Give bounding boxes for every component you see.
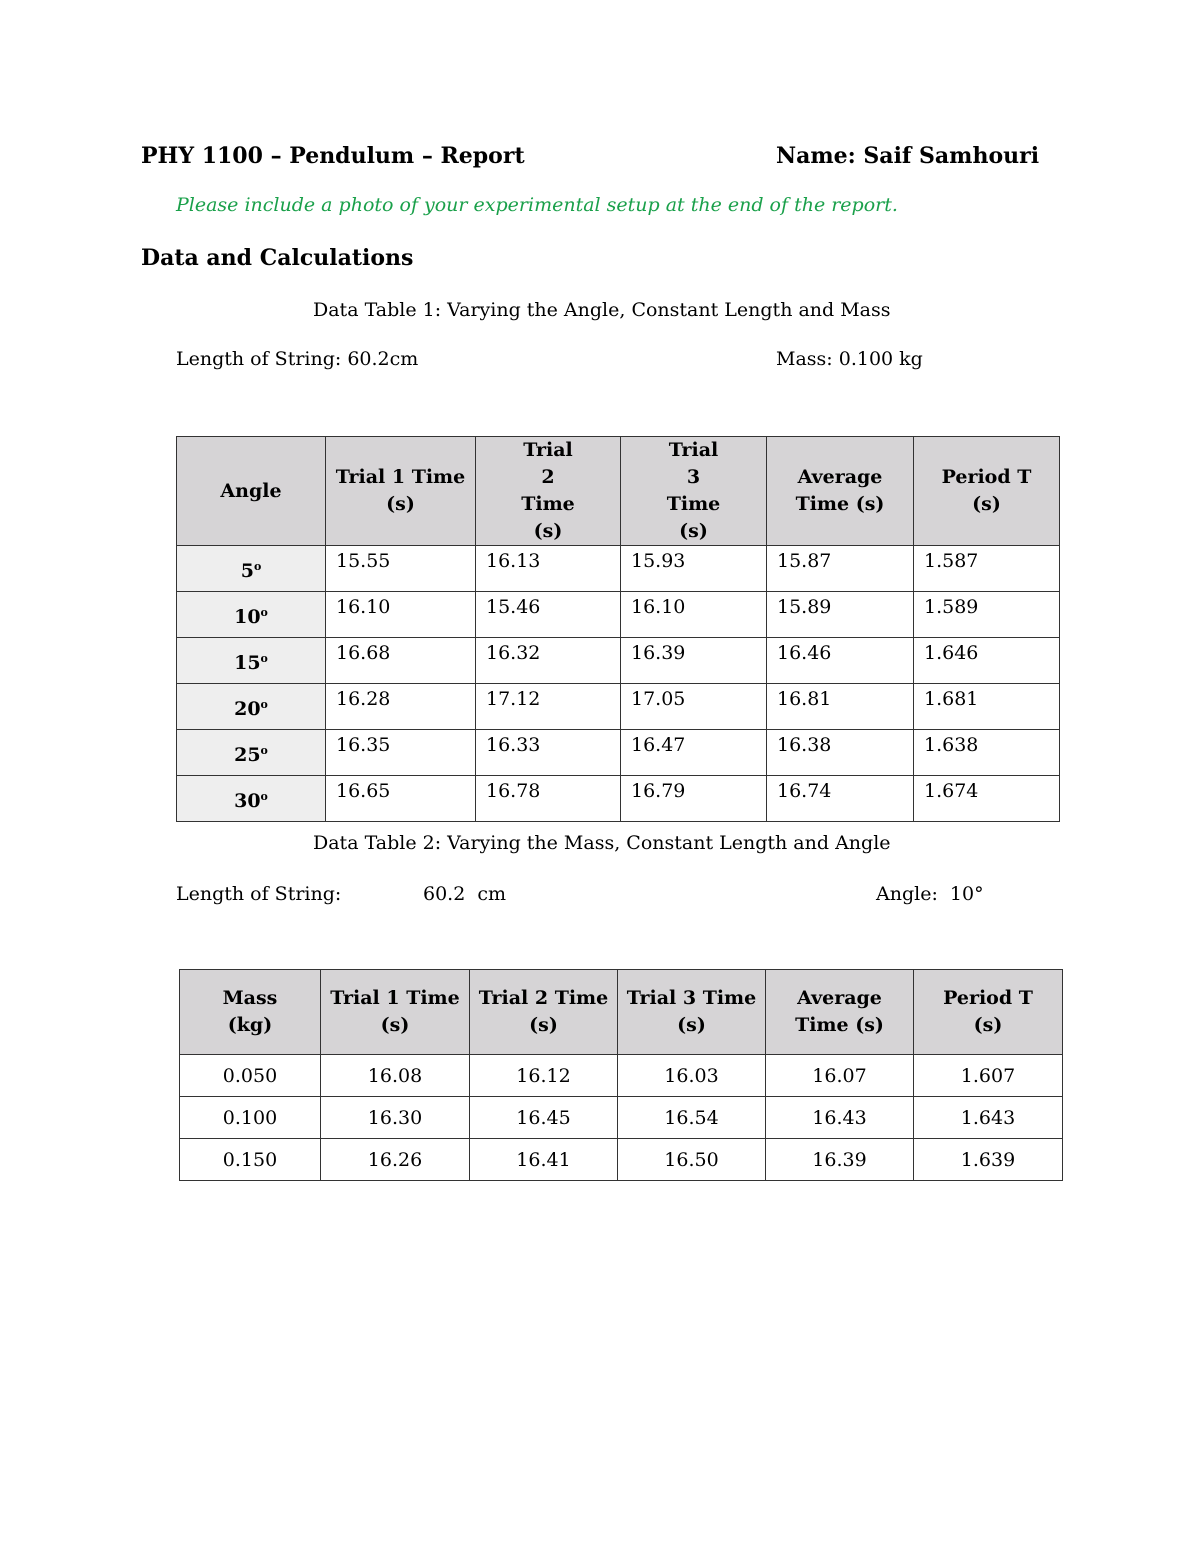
table-cell: 16.54 xyxy=(618,1097,766,1139)
student-name: Name: Saif Samhouri xyxy=(776,143,1040,169)
table-cell: 16.12 xyxy=(470,1055,618,1097)
table-cell: 1.607 xyxy=(914,1055,1063,1097)
table-row xyxy=(177,546,1060,592)
table-cell: 16.50 xyxy=(618,1139,766,1181)
degree-mark: o xyxy=(260,743,268,757)
angle-cell xyxy=(177,546,326,592)
table1-header-cell: Period T (s) xyxy=(914,437,1060,546)
table-cell: 16.33 xyxy=(476,730,621,776)
table-row xyxy=(177,638,1060,684)
table-cell: 16.35 xyxy=(326,730,476,776)
table2-caption: Data Table 2: Varying the Mass, Constant Length and Angle xyxy=(313,832,891,854)
table-cell: 16.03 xyxy=(618,1055,766,1097)
table-cell: 1.646 xyxy=(914,638,1060,684)
table-cell: 16.41 xyxy=(470,1139,618,1181)
table-cell: 16.08 xyxy=(321,1055,470,1097)
table-cell: 15.93 xyxy=(621,546,767,592)
table-row xyxy=(177,776,1060,822)
table-cell: 16.32 xyxy=(476,638,621,684)
table2-header-cell: Trial 2 Time (s) xyxy=(470,970,618,1055)
table-cell: 16.13 xyxy=(476,546,621,592)
table-cell: 0.100 xyxy=(180,1097,321,1139)
table-cell: 0.150 xyxy=(180,1139,321,1181)
table2-header-cell: Period T (s) xyxy=(914,970,1063,1055)
table-cell: 16.45 xyxy=(470,1097,618,1139)
table1-header-cell: Angle xyxy=(177,437,326,546)
table-cell: 16.47 xyxy=(621,730,767,776)
table-cell: 17.12 xyxy=(476,684,621,730)
angle-value: 25 xyxy=(234,743,261,766)
table-cell: 1.587 xyxy=(914,546,1060,592)
data-table-1 xyxy=(176,436,1060,822)
table2-length-label: Length of String: xyxy=(176,883,342,905)
table2-header-cell: Average Time (s) xyxy=(766,970,914,1055)
angle-value: 30 xyxy=(234,789,261,812)
degree-mark: o xyxy=(260,605,268,619)
table1-header-row xyxy=(177,437,1060,546)
report-title: PHY 1100 – Pendulum – Report xyxy=(141,143,525,169)
table-cell: 16.79 xyxy=(621,776,767,822)
table-cell: 1.643 xyxy=(914,1097,1063,1139)
table-cell: 15.46 xyxy=(476,592,621,638)
table1-header-cell: Average Time (s) xyxy=(767,437,914,546)
table-cell: 16.07 xyxy=(766,1055,914,1097)
table-row xyxy=(180,1097,1063,1139)
table-cell: 16.68 xyxy=(326,638,476,684)
table-row xyxy=(177,730,1060,776)
table-cell: 0.050 xyxy=(180,1055,321,1097)
data-table-2 xyxy=(179,969,1063,1181)
table2-angle: Angle: 10° xyxy=(876,883,984,905)
table-cell: 16.39 xyxy=(766,1139,914,1181)
degree-mark: o xyxy=(260,789,268,803)
table-cell: 16.30 xyxy=(321,1097,470,1139)
table-cell: 15.87 xyxy=(767,546,914,592)
table2-length-value: 60.2 cm xyxy=(423,883,507,905)
section-title: Data and Calculations xyxy=(141,245,414,271)
table1-header-cell: Trial 2 Time (s) xyxy=(476,437,621,546)
table1-header-cell: Trial 3 Time (s) xyxy=(621,437,767,546)
table-cell: 16.46 xyxy=(767,638,914,684)
angle-value: 5 xyxy=(240,559,254,582)
table-cell: 16.28 xyxy=(326,684,476,730)
angle-value: 10 xyxy=(234,605,261,628)
angle-cell xyxy=(177,638,326,684)
table-cell: 16.43 xyxy=(766,1097,914,1139)
table2-header-cell: Trial 3 Time (s) xyxy=(618,970,766,1055)
table1-length: Length of String: 60.2cm xyxy=(176,348,419,370)
degree-mark: o xyxy=(253,559,262,573)
table-cell: 1.589 xyxy=(914,592,1060,638)
table-cell: 17.05 xyxy=(621,684,767,730)
table-row xyxy=(177,684,1060,730)
table-row xyxy=(180,1055,1063,1097)
degree-mark: o xyxy=(260,651,268,665)
table-cell: 15.89 xyxy=(767,592,914,638)
table1-mass: Mass: 0.100 kg xyxy=(776,348,923,370)
table2-header-cell: Trial 1 Time (s) xyxy=(321,970,470,1055)
instruction-note: Please include a photo of your experimental setup at the end of the report. xyxy=(176,194,898,216)
table-cell: 16.26 xyxy=(321,1139,470,1181)
table-cell: 1.639 xyxy=(914,1139,1063,1181)
table-row xyxy=(180,1139,1063,1181)
angle-cell xyxy=(177,592,326,638)
table2-header-row xyxy=(180,970,1063,1055)
angle-cell xyxy=(177,776,326,822)
degree-mark: o xyxy=(260,697,268,711)
table-cell: 16.81 xyxy=(767,684,914,730)
table-cell: 16.39 xyxy=(621,638,767,684)
table-row xyxy=(177,592,1060,638)
table-cell: 16.10 xyxy=(326,592,476,638)
table-cell: 15.55 xyxy=(326,546,476,592)
angle-value: 15 xyxy=(234,651,261,674)
table-cell: 16.10 xyxy=(621,592,767,638)
table1-caption: Data Table 1: Varying the Angle, Constant Length and Mass xyxy=(313,299,891,321)
table1-header-cell: Trial 1 Time (s) xyxy=(326,437,476,546)
angle-cell xyxy=(177,684,326,730)
table-cell: 16.74 xyxy=(767,776,914,822)
table-cell: 16.78 xyxy=(476,776,621,822)
angle-cell xyxy=(177,730,326,776)
table-cell: 16.65 xyxy=(326,776,476,822)
table-cell: 16.38 xyxy=(767,730,914,776)
angle-value: 20 xyxy=(234,697,261,720)
table-cell: 1.638 xyxy=(914,730,1060,776)
table-cell: 1.681 xyxy=(914,684,1060,730)
table-cell: 1.674 xyxy=(914,776,1060,822)
table2-header-cell: Mass (kg) xyxy=(180,970,321,1055)
